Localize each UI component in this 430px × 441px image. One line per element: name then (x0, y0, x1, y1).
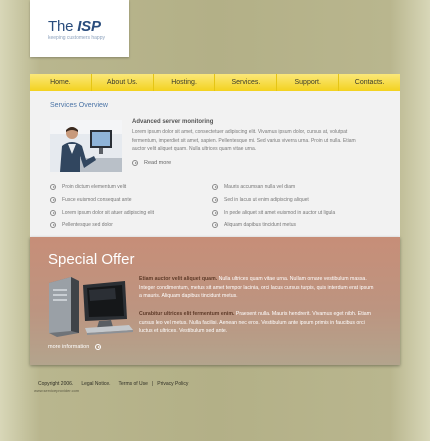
more-information-link[interactable] (48, 344, 101, 350)
arrow-circle-icon (50, 210, 56, 216)
nav-services[interactable]: Services. (215, 74, 277, 91)
arrow-circle-icon (95, 344, 101, 350)
logo-tagline: keeping customers happy (48, 35, 105, 41)
nav-about-us[interactable]: About Us. (92, 74, 154, 91)
footer-legal-link[interactable]: Legal Notice. (81, 381, 111, 387)
read-more-link[interactable] (132, 160, 171, 166)
main-nav (30, 74, 400, 91)
list-item[interactable] (212, 194, 335, 207)
services-heading: Advanced server monitoring (132, 119, 214, 125)
footer-separator: | (151, 381, 154, 387)
man-at-computer-image (50, 120, 122, 172)
footer-copyright: Copyright 2006. (38, 381, 74, 387)
list-item[interactable] (50, 181, 154, 194)
arrow-circle-icon (50, 222, 56, 228)
logo[interactable] (30, 0, 129, 57)
offer-paragraph-2 (139, 310, 375, 336)
footer-privacy-link[interactable]: Privacy Policy (157, 381, 189, 387)
special-offer-title: Special Offer (48, 251, 135, 268)
footer-terms-link[interactable]: Terms of Use (118, 381, 148, 387)
offer-paragraph-1 (139, 275, 375, 301)
list-item[interactable] (50, 206, 154, 219)
nav-hosting[interactable]: Hosting. (154, 74, 216, 91)
list-item[interactable] (212, 219, 335, 232)
arrow-circle-icon (50, 184, 56, 190)
list-item-label: Proin dictum elementum velit (62, 184, 127, 191)
offer-p1-text: Nulla ultrices quam vitae urna. Nullam ornare vestibulum massa. Integer condimentum, metus sit amet tempor lacinia, orci lacus cursus turpis, quis interdum erat ipsum a mauris. Aliquam dapibus tincidunt metus. (139, 276, 374, 299)
list-item[interactable] (50, 194, 154, 207)
services-title: Services Overview (50, 102, 108, 109)
list-item[interactable] (50, 219, 154, 232)
arrow-circle-icon (212, 184, 218, 190)
list-item-label: Fusce euismod consequat ante (62, 197, 132, 204)
services-panel (30, 91, 400, 237)
services-photo (50, 120, 122, 172)
list-item[interactable] (212, 206, 335, 219)
arrow-circle-icon (212, 210, 218, 216)
list-item-label: Pellentesque sed dolor (62, 222, 113, 229)
computer-icon (45, 275, 135, 337)
nav-contacts[interactable]: Contacts. (354, 79, 385, 86)
special-offer-panel (30, 237, 400, 365)
footer-url: www.serviceprovider.com (34, 388, 80, 393)
list-item-label: Mauris accumsan nulla vel diam (224, 184, 296, 191)
arrow-circle-icon (50, 197, 56, 203)
list-item-label: Aliquam dapibus tincidunt metus (224, 222, 296, 229)
list-item-label: In pede aliquet sit amet euismod in auctor ut ligula (224, 209, 336, 216)
nav-home[interactable]: Home. (30, 74, 92, 91)
logo-title-prefix: The (48, 18, 78, 35)
list-item-label: Sed in lacus ut enim adipiscing aliquet (224, 197, 309, 204)
nav-support[interactable]: Support. (277, 74, 339, 91)
offer-p2-bold: Curabitur ultrices elit fermentum enim. (139, 311, 235, 317)
logo-title-brand: ISP (77, 18, 101, 35)
arrow-circle-icon (212, 222, 218, 228)
logo-title (48, 18, 101, 35)
arrow-circle-icon (132, 160, 138, 166)
read-more-label: Read more (144, 160, 172, 166)
page-container (30, 0, 400, 441)
services-list-left (50, 181, 154, 232)
footer (34, 381, 192, 387)
computer-image (45, 275, 135, 337)
offer-p1-bold: Etiam auctor velit aliquet quam. (139, 276, 218, 282)
more-information-label: more information (48, 344, 90, 350)
offer-p2-text: Praesent nulla. Mauris hendrerit. Vivamus eget nibh. Etiam cursus leo vel metus. Nulla facilisi. Aenean nec eros. Vestibulum ante ipsum primis in faucibus orci luctus et ultrices. Vestibulum sed ante. (139, 311, 371, 334)
arrow-circle-icon (212, 197, 218, 203)
services-text: Lorem ipsum dolor sit amet, consectetuer adipiscing elit. Vivamus ipsum dolor, cursus at, volutpat fermentum, imperdiet sit amet, sapien. Pellentesque mi. Sed varius viverra urna. Proin ut nulla. Etiam auctor velit aliquet quam. Nulla ultrices quam vitae urna. (132, 129, 356, 152)
list-item[interactable] (212, 181, 335, 194)
list-item-label: Lorem ipsum dolor sit atuer adipiscing elit (62, 209, 154, 216)
services-list-right (212, 181, 335, 232)
